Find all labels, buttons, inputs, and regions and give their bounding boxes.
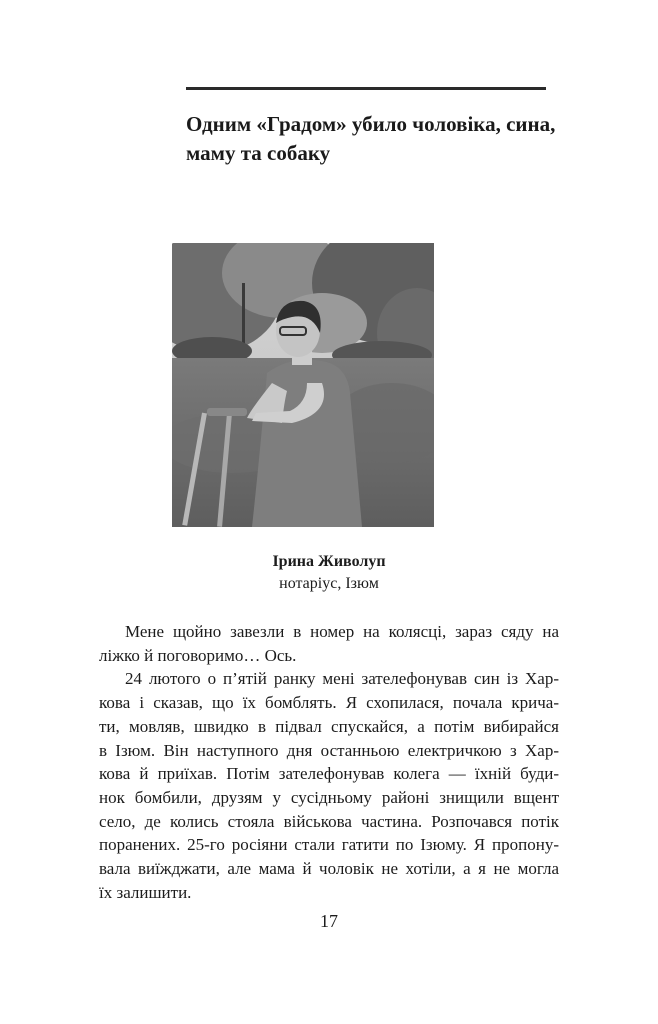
body-line: Мене щойно завезли в номер на колясці, зараз сяду на (125, 622, 559, 641)
body-line: в Ізюм. Він наступного дня останньою електричкою з Хар- (99, 740, 559, 760)
body-text (99, 620, 559, 904)
body-line: поранених. 25-го росіяни стали гатити по Ізюму. Я пропону- (99, 835, 559, 855)
chapter-rule (186, 87, 546, 90)
body-line: село, де колись стояла військова частина. Розпочався потік (99, 811, 559, 831)
body-line: їх залишити. (99, 882, 192, 902)
body-line: нок бомбили, друзям у сусідньому районі знищили вщент (99, 787, 559, 807)
body-line: вала виїжджати, але мама й чоловік не хотіли, а я не могла (99, 859, 559, 879)
caption-role: нотаріус, Ізюм (279, 575, 379, 592)
body-line: ліжко й поговоримо… Ось. (99, 645, 297, 665)
portrait-photo (172, 243, 434, 527)
chapter-title-line-2: маму та собаку (186, 141, 331, 165)
body-line: 24 лютого о п’ятій ранку мені зателефонував син із Хар- (125, 669, 559, 689)
body-line: кова і сказав, що їх бомблять. Я схопилася, почала крича- (99, 693, 559, 713)
chapter-title (186, 110, 566, 168)
caption-name: Ірина Живолуп (272, 553, 386, 570)
body-line: кова й приїхав. Потім зателефонував колега — їхній буди- (99, 764, 559, 784)
body-line: ти, мовляв, швидко в підвал спускайся, а потім вибирайся (99, 716, 559, 736)
chapter-title-line-1: Одним «Градом» убило чоловіка, сина, (186, 112, 556, 136)
page-number: 17 (320, 911, 338, 931)
